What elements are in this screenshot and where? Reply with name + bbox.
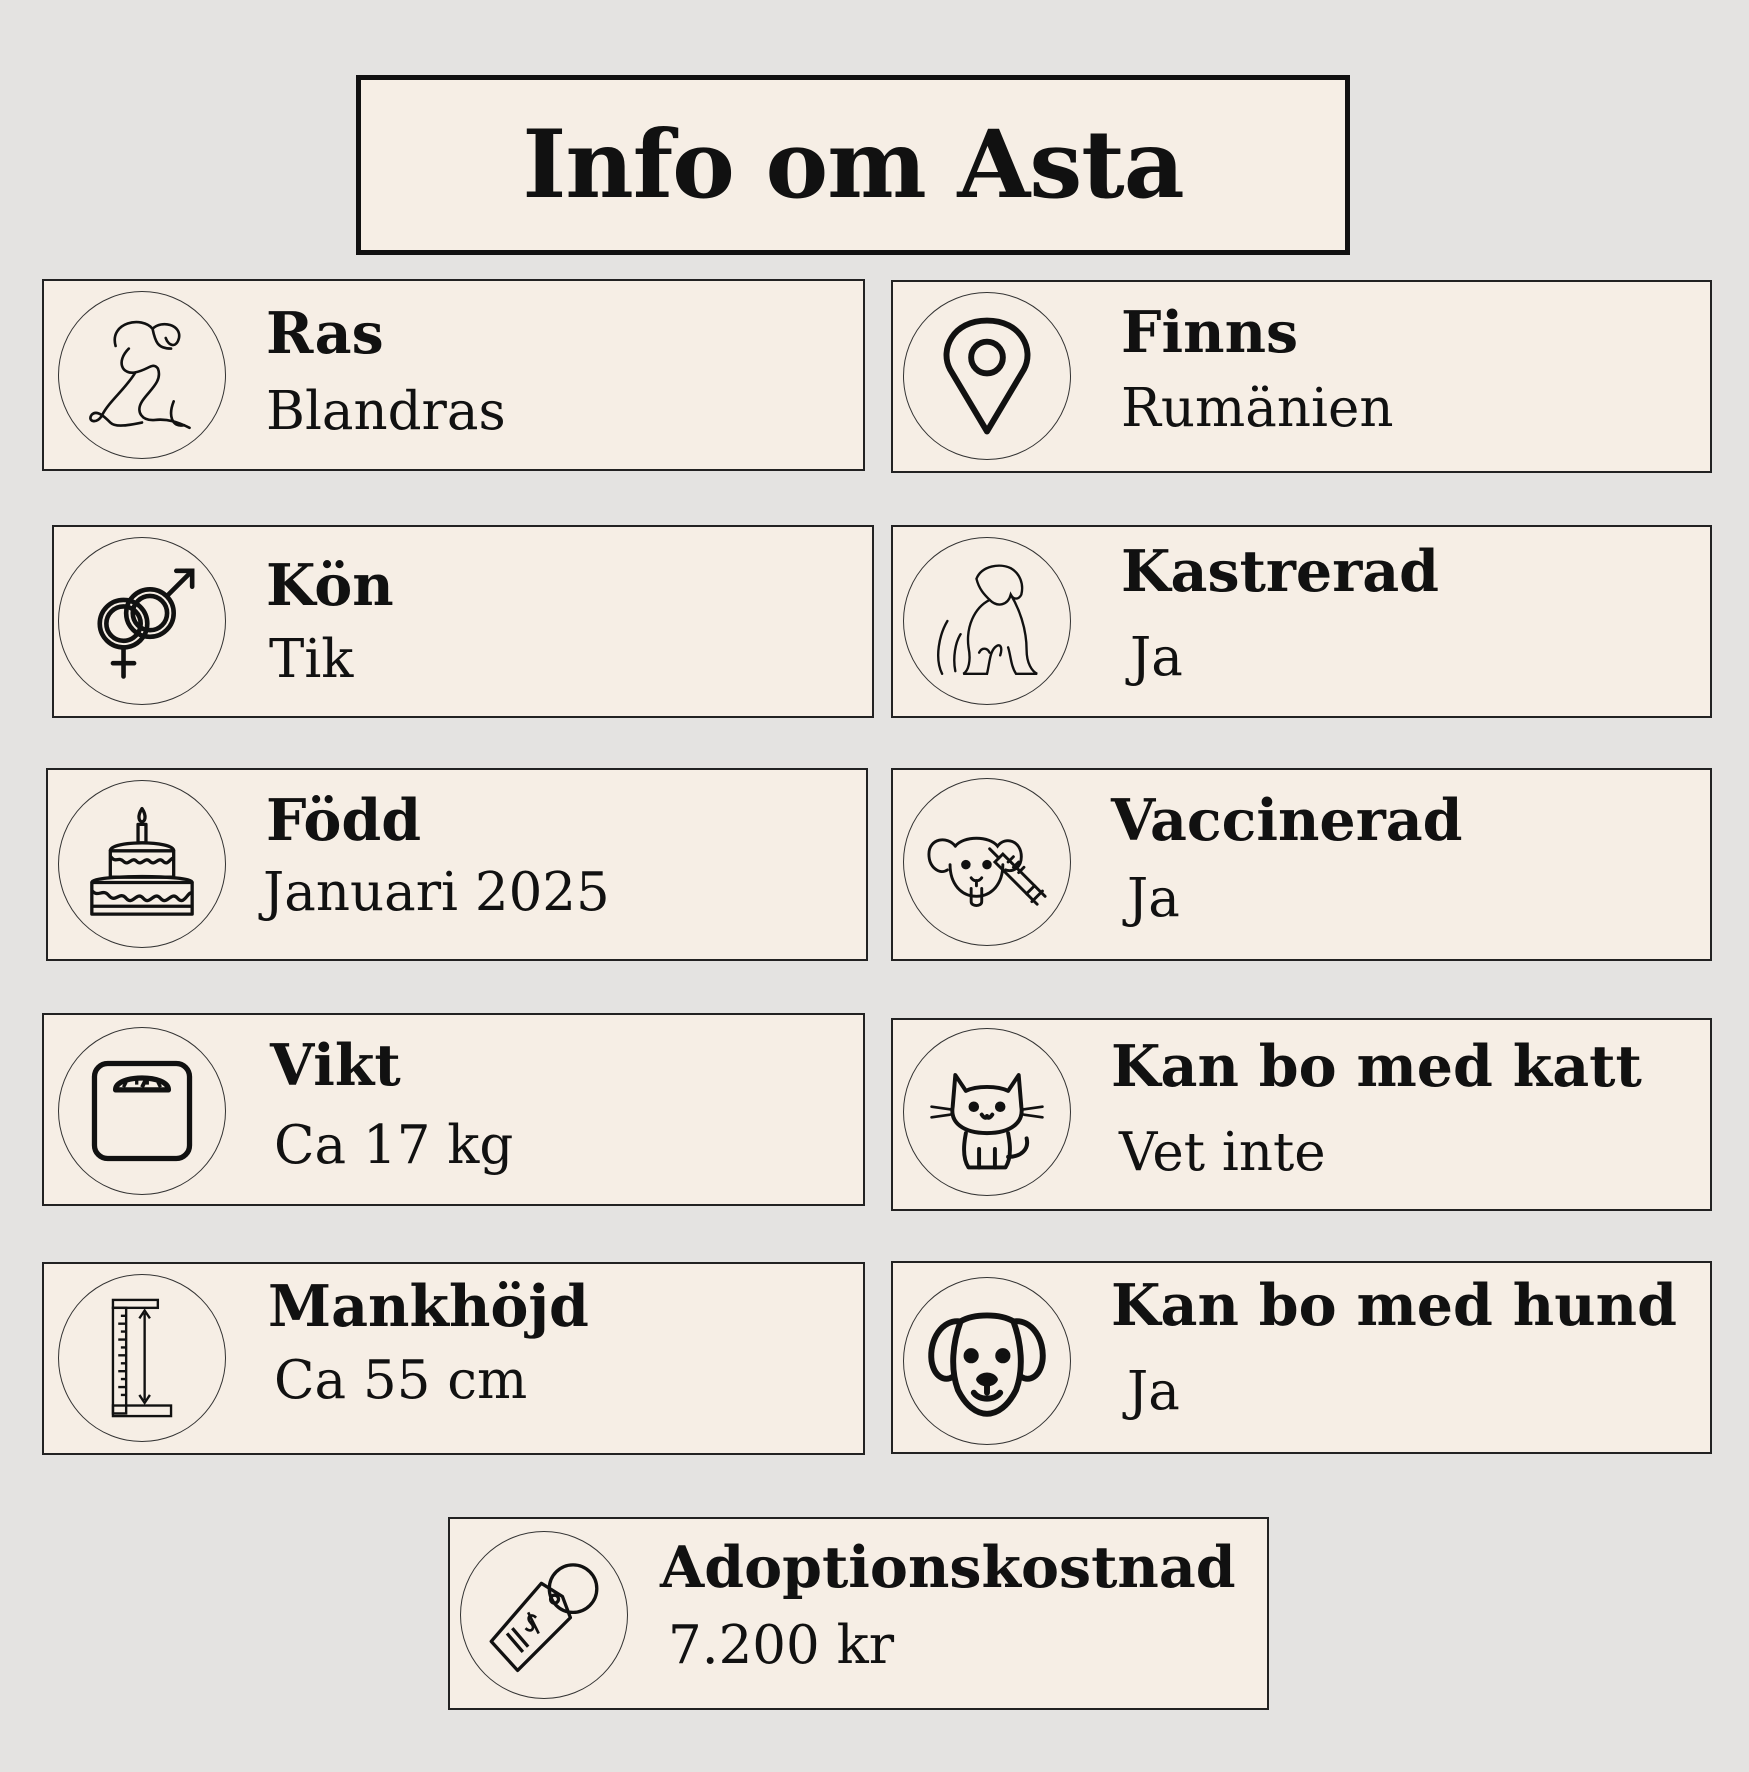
location-pin-icon <box>903 292 1071 460</box>
card-label: Mankhöjd <box>268 1273 589 1340</box>
scale-icon <box>58 1027 226 1195</box>
card-label: Adoptionskostnad <box>660 1534 1236 1601</box>
info-card-kon <box>52 525 874 718</box>
info-card-vaccinerad <box>891 768 1712 961</box>
card-value: Rumänien <box>1121 378 1394 439</box>
sitting-dog-icon <box>903 537 1071 705</box>
dog-face-icon <box>903 1277 1071 1445</box>
card-label: Vaccinerad <box>1111 787 1463 854</box>
card-label: Kastrerad <box>1121 538 1440 605</box>
info-card-adoptionskostnad <box>448 1517 1269 1710</box>
card-value: Blandras <box>266 381 506 442</box>
card-value: Tik <box>269 629 354 690</box>
card-label: Vikt <box>270 1032 401 1099</box>
card-label: Kön <box>266 552 394 619</box>
card-value: Januari 2025 <box>263 862 610 923</box>
title-box <box>356 75 1350 255</box>
card-value: Ja <box>1130 627 1183 688</box>
height-ruler-icon <box>58 1274 226 1442</box>
card-label: Kan bo med hund <box>1111 1272 1677 1339</box>
card-label: Född <box>266 787 422 854</box>
page-title: Info om Asta <box>522 110 1184 220</box>
info-card-finns <box>891 280 1712 473</box>
info-card-hund <box>891 1261 1712 1454</box>
price-tag-icon <box>460 1531 628 1699</box>
card-label: Kan bo med katt <box>1111 1033 1642 1100</box>
card-value: 7.200 kr <box>668 1615 895 1676</box>
info-card-mankhojd <box>42 1262 865 1455</box>
card-label: Ras <box>266 300 384 367</box>
birthday-cake-icon <box>58 780 226 948</box>
info-card-fodd <box>46 768 868 961</box>
card-label: Finns <box>1121 299 1299 366</box>
card-value: Ca 17 kg <box>274 1115 514 1176</box>
info-card-katt <box>891 1018 1712 1211</box>
dog-line-art-icon <box>58 291 226 459</box>
info-card-kastrerad <box>891 525 1712 718</box>
card-value: Ja <box>1127 1361 1180 1422</box>
dog-syringe-icon <box>903 778 1071 946</box>
card-value: Vet inte <box>1119 1122 1326 1183</box>
info-card-ras <box>42 279 865 471</box>
info-card-vikt <box>42 1013 865 1206</box>
card-value: Ja <box>1127 868 1180 929</box>
cat-icon <box>903 1028 1071 1196</box>
card-value: Ca 55 cm <box>274 1350 528 1411</box>
gender-symbols-icon <box>58 537 226 705</box>
